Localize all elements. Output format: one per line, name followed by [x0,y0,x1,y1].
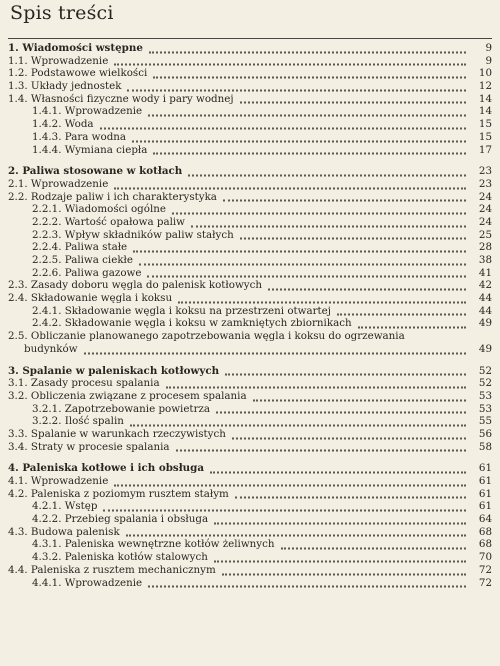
page-title: Spis treści [10,2,114,24]
toc-page-number: 61 [478,462,492,475]
toc-page-number: 49 [478,342,492,355]
toc-page-number: 53 [478,402,492,415]
toc-entry-label: 3.2.2. Ilość spalin [32,415,124,428]
toc-page-number: 17 [478,143,492,156]
toc-entry-label: 3.4. Straty w procesie spalania [8,440,170,453]
toc-leader-dots [176,437,466,452]
toc-entry-label: 2. Paliwa stosowane w kotłach [8,165,183,178]
toc-page-number: 58 [478,440,492,453]
toc-page-number: 24 [478,190,492,203]
toc-entry-label: 3.1. Zasady procesu spalania [8,377,160,390]
toc-page-number: 44 [478,292,492,305]
toc-entry [8,317,492,330]
toc-entry-label: 1.4. Własności fizyczne wody i pary wodnej [8,92,234,105]
toc-entry-label: 2.1. Wprowadzenie [8,177,109,190]
toc-page-number: 24 [478,215,492,228]
toc-page-number: 10 [478,67,492,80]
toc-entry-label: 4.1. Wprowadzenie [8,475,109,487]
toc-entry-label: 4.2. Paleniska z poziomym rusztem stałym [8,487,229,500]
toc-page-number: 15 [478,130,492,143]
toc-page-number: 61 [478,500,492,513]
toc-entry-label: 4.2.2. Przebieg spalania i obsługa [32,513,209,526]
toc-entry-label: 1.4.3. Para wodna [32,130,127,143]
toc-page-number: 44 [478,304,492,317]
toc-entry-label: 2.3. Zasady doboru węgla do palenisk kotłowych [8,279,262,292]
toc-page-number: 53 [478,389,492,402]
toc-page-number: 68 [478,525,492,538]
toc-leader-dots [358,314,466,329]
toc-entry-label: 1.1. Wprowadzenie [8,54,109,67]
toc-leader-dots [84,339,466,354]
toc-entry-label: 2.2.3. Wpływ składników paliw stałych [32,228,234,241]
toc-entry-label: 2.2. Rodzaje paliw i ich charakterystyka [8,190,217,203]
toc-entry-label: 4.3.1. Paleniska wewnętrzne kotłów żeliwnych [32,538,275,551]
toc-page-number: 28 [478,241,492,254]
toc-page-number: 9 [485,54,492,67]
toc-page-number: 64 [478,513,492,526]
toc-entry [8,577,492,590]
toc-entry-label: 4.4.1. Wprowadzenie [32,576,143,589]
toc-page-number: 12 [478,80,492,93]
toc-entry-label: 4.3.2. Paleniska kotłów stalowych [32,551,208,564]
toc-entry-label: 1.4.4. Wymiana ciepła [32,143,148,156]
toc-entry-label: 2.4. Składowanie węgla i koksu [8,292,173,305]
toc-entry-label: 4.2.1. Wstęp [32,500,98,513]
toc-leader-dots [148,573,466,588]
toc-page-number: 25 [478,228,492,241]
toc-entry [8,144,492,157]
toc-entry-label: 2.2.5. Paliwa ciekłe [32,254,133,266]
toc-page-number: 14 [478,105,492,118]
toc-page-number: 52 [478,377,492,390]
toc-entry-label: 4.3. Budowa palenisk [8,525,120,538]
toc-entry [8,441,492,454]
toc-entry-label: 3.2. Obliczenia związane z procesem spalania [8,389,247,402]
toc-entry-label: 3.3. Spalanie w warunkach rzeczywistych [8,427,226,440]
toc-page-number: 24 [478,203,492,216]
toc-page-number: 52 [478,364,492,377]
toc-entry-label: 2.5. Obliczanie planowanego zapotrzebowania węgla i koksu do ogrzewania [8,330,405,343]
toc-page-number: 61 [478,475,492,487]
toc-page-number: 15 [478,118,492,131]
toc-entry-label: 4. Paleniska kotłowe i ich obsługa [8,462,205,475]
toc-page-number: 23 [478,177,492,190]
toc-page-number: 42 [478,279,492,292]
toc-entry-label: 2.2.2. Wartość opałowa paliw [32,215,185,228]
toc-entry-label: 4.4. Paleniska z rusztem mechanicznym [8,563,216,576]
toc-page-number: 70 [478,551,492,564]
toc-page-number: 49 [478,317,492,330]
toc-page-number: 56 [478,427,492,440]
toc-page-number: 41 [478,266,492,279]
toc-entry-label: 1.2. Podstawowe wielkości [8,67,148,80]
toc-entry-label: 2.2.6. Paliwa gazowe [32,266,142,279]
toc-page-number: 68 [478,538,492,551]
toc-entry-label: 1.3. Układy jednostek [8,80,122,93]
toc-entry-label: 1.4.1. Wprowadzenie [32,105,143,118]
toc-page-number: 38 [478,254,492,266]
toc-entry-label: 1.4.2. Woda [32,118,94,131]
toc-entry [8,343,492,356]
toc-page-number: 72 [478,576,492,589]
toc-page-number: 23 [478,165,492,178]
toc-entry-label: 3. Spalanie w paleniskach kotłowych [8,364,220,377]
toc-page-number: 55 [478,415,492,428]
toc-entry-label: 3.2.1. Zapotrzebowanie powietrza [32,402,211,415]
toc-entry-label: 2.2.4. Paliwa stałe [32,241,128,254]
toc-page-number: 72 [478,563,492,576]
toc-entry-label: 1. Wiadomości wstępne [8,42,143,54]
toc-entry-label: 2.4.1. Składowanie węgla i koksu na przestrzeni otwartej [32,304,331,317]
toc-entry-label: budynków [24,342,78,355]
toc-page-number: 9 [485,42,492,54]
toc-leader-dots [153,140,466,155]
toc-page-number: 61 [478,487,492,500]
toc-entry-label: 2.2.1. Wiadomości ogólne [32,203,166,216]
toc-page-number: 14 [478,92,492,105]
table-of-contents [8,42,492,589]
toc-entry-label: 2.4.2. Składowanie węgla i koksu w zamkniętych zbiornikach [32,317,352,330]
